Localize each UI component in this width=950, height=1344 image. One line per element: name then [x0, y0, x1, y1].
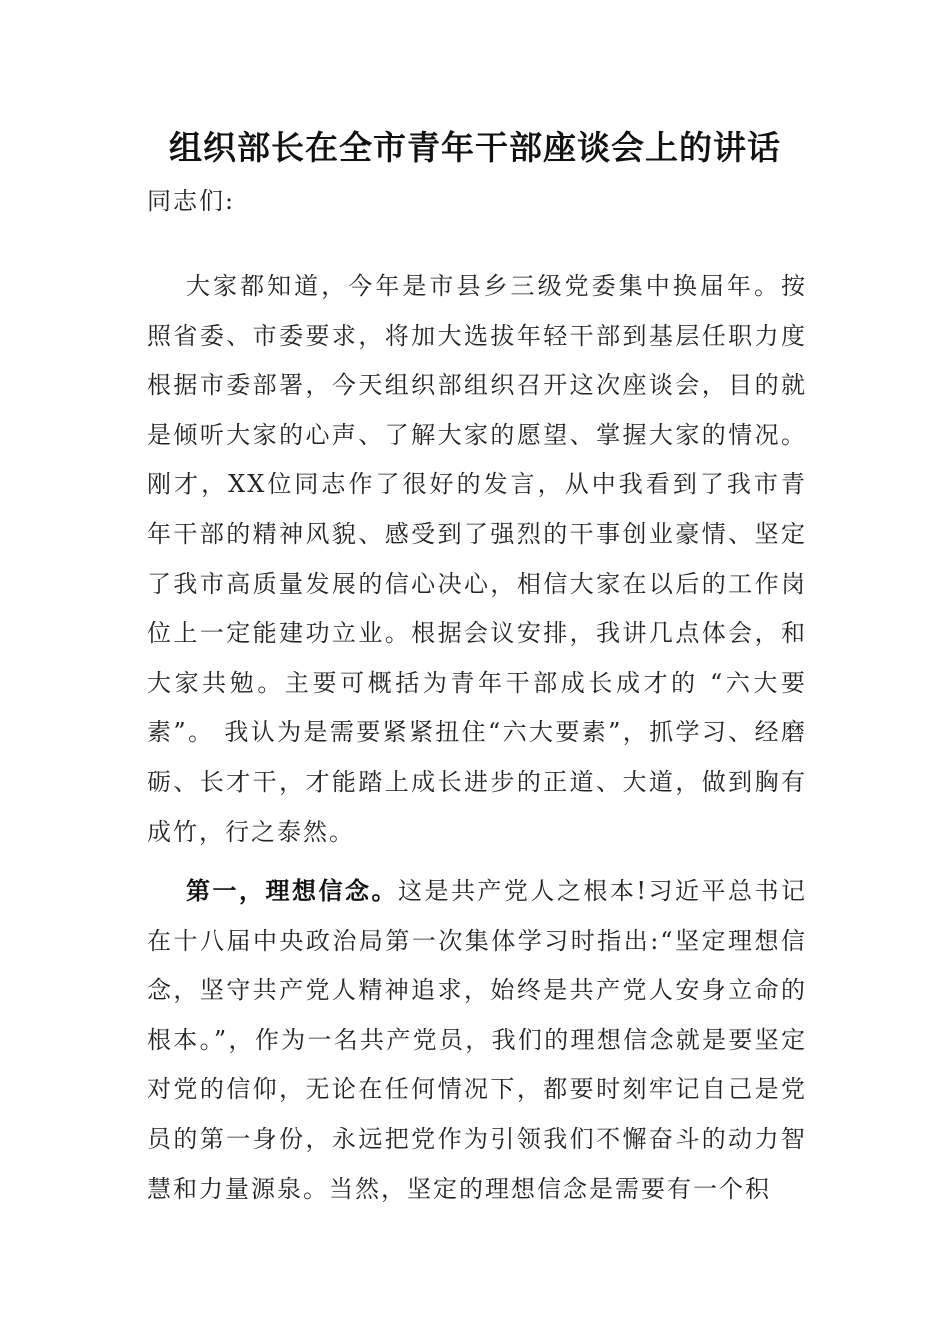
salutation: 同志们:: [147, 187, 236, 215]
paragraph-first-point: [147, 866, 807, 1214]
paragraph-intro: 大家都知道，今年是市县乡三级党委集中换届年。按照省委、市委要求，将加大选拔年轻干部到基层任职力度根据市委部署，今天组织部组织召开这次座谈会，目的就是倾听大家的心声、了解大家的愿望、掌握大家的情况。刚才，XX位同志作了很好的发言，从中我看到了我市青年干部的精神风貌、感受到了强烈的干事创业豪情、坚定了我市高质量发展的信心决心，相信大家在以后的工作岗位上一定能建功立业。根据会议安排，我讲几点体会，和大家共勉。主要可概括为青年干部成长成才的 “六大要素”。 我认为是需要紧紧扭住“六大要素”，抓学习、经磨砺、长才干，才能踏上成长进步的正道、大道，做到胸有成竹，行之泰然。: [147, 272, 807, 846]
paragraph-lead-heading: 第一，理想信念。: [186, 876, 398, 905]
document-title: 组织部长在全市青年干部座谈会上的讲话: [169, 128, 781, 167]
paragraph-body: 这是共产党人之根本!习近平总书记在十八届中央政治局第一次集体学习时指出:“坚定理想信念，坚守共产党人精神追求，始终是共产党人安身立命的根本。”，作为一名共产党员，我们的理想信念就是要坚定对党的信仰，无论在任何情况下，都要时刻牢记自己是党员的第一身份，永远把党作为引领我们不懈奋斗的动力智慧和力量源泉。当然，坚定的理想信念是需要有一个积: [147, 877, 807, 1203]
